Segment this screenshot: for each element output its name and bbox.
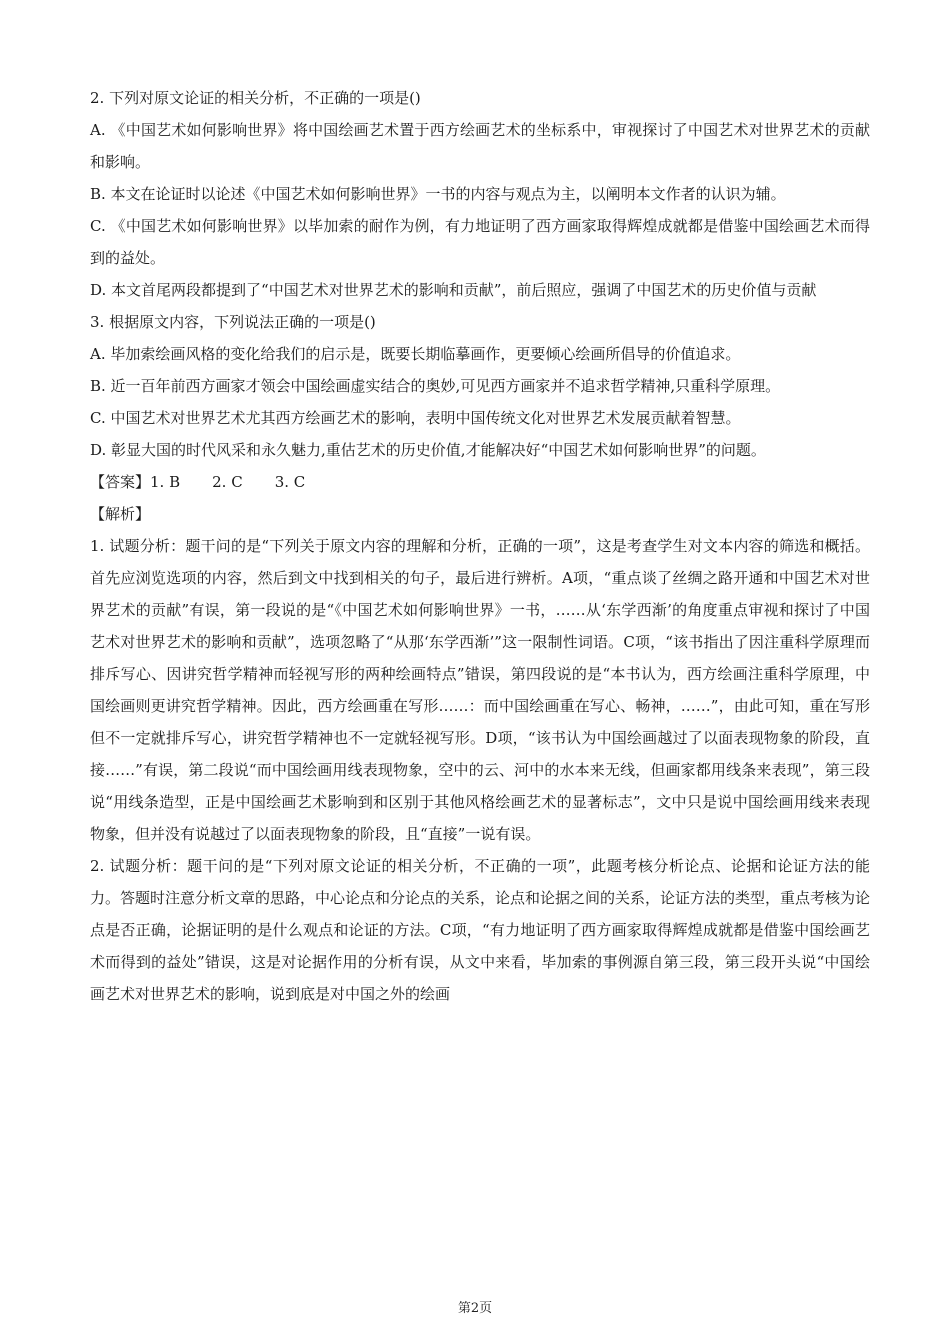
q3-option-b: B. 近一百年前西方画家才领会中国绘画虚实结合的奥妙,可见西方画家并不追求哲学精神,只重科学原理。 — [90, 377, 781, 395]
page-content — [90, 82, 870, 1010]
q3-stem: 3. 根据原文内容，下列说法正确的一项是() — [90, 313, 376, 331]
answer-1: 1. B — [150, 473, 181, 491]
answer-label: 【答案】 — [90, 473, 151, 491]
q3-option-d: D. 彰显大国的时代风采和永久魅力,重估艺术的历史价值,才能解决好“中国艺术如何影响世界”的问题。 — [90, 441, 766, 459]
analysis-paragraph-1: 1. 试题分析：题干问的是“下列关于原文内容的理解和分析，正确的一项”，这是考查学生对文本内容的筛选和概括。首先应浏览选项的内容，然后到文中找到相关的句子，最后进行辨析。A项，“重点谈了丝绸之路开通和中国艺术对世界艺术的贡献”有误，第一段说的是“《中国艺术如何影响世界》一书，……从‘东学西渐’的角度重点审视和探讨了中国艺术对世界艺术的影响和贡献”，选项忽略了“从那‘东学西渐’”这一限制性词语。C项，“该书指出了因注重科学原理而排斥写心、因讲究哲学精神而轻视写形的两种绘画特点”错误，第四段说的是“本书认为，西方绘画注重科学原理，中国绘画则更讲究哲学精神。因此，西方绘画重在写形……：而中国绘画重在写心、畅神，……”，由此可知，重在写形但不一定就排斥写心，讲究哲学精神也不一定就轻视写形。D项，“该书认为中国绘画越过了以面表现物象的阶段，直接……”有误，第二段说“而中国绘画用线表现物象，空中的云、河中的水本来无线，但画家都用线条来表现”，第三段说“用线条造型，正是中国绘画艺术影响到和区别于其他风格绘画艺术的显著标志”，文中只是说中国绘画用线来表现物象，但并没有说越过了以面表现物象的阶段，且“直接”一说有误。 — [90, 537, 870, 843]
answer-2: 2. C — [212, 473, 243, 491]
analysis-label: 【解析】 — [90, 505, 151, 523]
q2-option-d: D. 本文首尾两段都提到了“中国艺术对世界艺术的影响和贡献”，前后照应，强调了中国艺术的历史价值与贡献 — [90, 281, 817, 299]
q3-option-a: A. 毕加索绘画风格的变化给我们的启示是，既要长期临摹画作，更要倾心绘画所倡导的价值追求。 — [90, 345, 741, 363]
q3-option-c: C. 中国艺术对世界艺术尤其西方绘画艺术的影响，表明中国传统文化对世界艺术发展贡献着智慧。 — [90, 409, 741, 427]
answer-3: 3. C — [274, 473, 306, 491]
answer-line — [90, 466, 870, 498]
q2-option-a: A. 《中国艺术如何影响世界》将中国绘画艺术置于西方绘画艺术的坐标系中，审视探讨了中国艺术对世界艺术的贡献和影响。 — [90, 121, 870, 171]
page-number: 第2页 — [457, 1301, 493, 1316]
q2-option-b: B. 本文在论证时以论述《中国艺术如何影响世界》一书的内容与观点为主，以阐明本文作者的认识为辅。 — [90, 185, 786, 203]
q2-stem: 2. 下列对原文论证的相关分析，不正确的一项是() — [90, 89, 421, 107]
analysis-paragraph-2: 2. 试题分析：题干问的是“下列对原文论证的相关分析，不正确的一项”，此题考核分析论点、论据和论证方法的能力。答题时注意分析文章的思路，中心论点和分论点的关系，论点和论据之间的关系，论证方法的类型，重点考核为论点是否正确，论据证明的是什么观点和论证的方法。C项，“有力地证明了西方画家取得辉煌成就都是借鉴中国绘画艺术而得到的益处”错误，这是对论据作用的分析有误，从文中来看，毕加索的事例源自第三段，第三段开头说“中国绘画艺术对世界艺术的影响，说到底是对中国之外的绘画 — [90, 857, 871, 1003]
q2-option-c: C. 《中国艺术如何影响世界》以毕加索的耐作为例，有力地证明了西方画家取得辉煌成就都是借鉴中国绘画艺术而得到的益处。 — [90, 217, 870, 267]
